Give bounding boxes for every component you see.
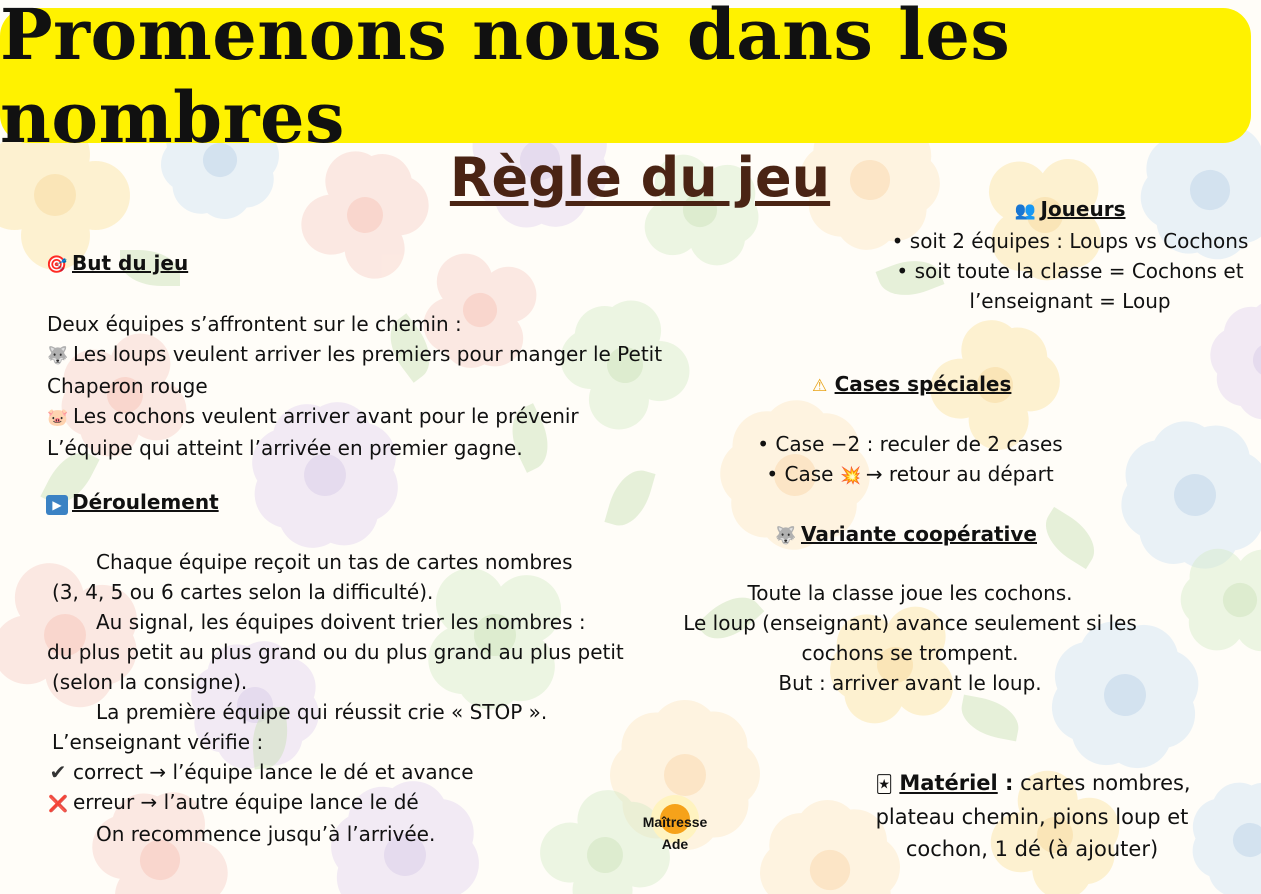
joueurs-line: l’enseignant = Loup bbox=[969, 289, 1171, 313]
section-cases bbox=[720, 369, 1100, 401]
joueurs-line: • soit toute la classe = Cochons et bbox=[896, 259, 1244, 283]
target-icon: 🎯 bbox=[46, 255, 68, 275]
but-text bbox=[47, 309, 662, 463]
title-banner bbox=[0, 0, 1251, 159]
materiel-line: plateau chemin, pions loup et bbox=[875, 805, 1189, 829]
wolf-icon: 🐺 bbox=[775, 526, 797, 546]
heading-variante: Variante coopérative bbox=[800, 522, 1037, 546]
but-line: L’équipe qui atteint l’arrivée en premier gagne. bbox=[47, 436, 523, 460]
section-variante bbox=[706, 519, 1106, 551]
but-line: Les loups veulent arriver les premiers pour manger le Petit bbox=[73, 342, 663, 366]
author-badge bbox=[630, 790, 720, 870]
variante-line: Le loup (enseignant) avance seulement si les bbox=[683, 611, 1137, 635]
cases-line-suffix: → retour au départ bbox=[865, 462, 1054, 486]
cases-line-prefix: • Case bbox=[766, 462, 834, 486]
cross-icon: ❌ bbox=[48, 794, 68, 813]
pig-icon: 🐷 bbox=[47, 408, 69, 428]
check-icon: ✔ bbox=[49, 760, 67, 784]
variante-text bbox=[660, 578, 1160, 698]
variante-line: Toute la classe joue les cochons. bbox=[747, 581, 1073, 605]
materiel-colon: : bbox=[997, 771, 1014, 795]
section-deroulement bbox=[46, 487, 219, 517]
deroulement-text bbox=[47, 547, 624, 849]
heading-joueurs: Joueurs bbox=[1040, 197, 1126, 221]
leaf-decoration bbox=[604, 464, 655, 532]
deroulement-line: du plus petit au plus grand ou du plus grand au plus petit bbox=[47, 640, 624, 664]
explosion-icon: 💥 bbox=[840, 466, 862, 486]
wolf-icon: 🐺 bbox=[47, 346, 69, 366]
variante-line: cochons se trompent. bbox=[801, 641, 1019, 665]
but-line: Les cochons veulent arriver avant pour le prévenir bbox=[73, 404, 579, 428]
page-title: Promenons nous dans les nombres bbox=[0, 0, 1011, 159]
section-but bbox=[46, 248, 188, 280]
people-icon: 👥 bbox=[1014, 201, 1037, 221]
deroulement-line: (3, 4, 5 ou 6 cartes selon la difficulté). bbox=[52, 580, 434, 604]
page-subtitle: Règle du jeu bbox=[449, 146, 831, 209]
badge-line1: Maîtresse bbox=[642, 814, 708, 830]
section-materiel bbox=[852, 767, 1212, 865]
section-joueurs bbox=[880, 194, 1260, 316]
but-line: Chaperon rouge bbox=[47, 374, 208, 398]
deroulement-line: L’enseignant vérifie : bbox=[52, 730, 264, 754]
cases-line: • Case −2 : reculer de 2 cases bbox=[757, 432, 1063, 456]
deroulement-line: erreur → l’autre équipe lance le dé bbox=[73, 790, 419, 814]
leaf-decoration bbox=[957, 695, 1023, 742]
deroulement-line: La première équipe qui réussit crie « STOP ». bbox=[96, 700, 548, 724]
heading-materiel: Matériel bbox=[899, 771, 998, 795]
deroulement-line: (selon la consigne). bbox=[52, 670, 248, 694]
joueurs-line: • soit 2 équipes : Loups vs Cochons bbox=[891, 229, 1249, 253]
cases-text bbox=[720, 429, 1100, 491]
play-icon: ▶ bbox=[46, 495, 68, 515]
heading-cases: Cases spéciales bbox=[834, 372, 1012, 396]
deroulement-line: Chaque équipe reçoit un tas de cartes nombres bbox=[96, 550, 573, 574]
materiel-line: cartes nombres, bbox=[1013, 771, 1191, 795]
variante-line: But : arriver avant le loup. bbox=[778, 671, 1042, 695]
jester-icon: 🃏 bbox=[875, 775, 894, 795]
heading-deroulement: Déroulement bbox=[72, 490, 219, 514]
deroulement-line: On recommence jusqu’à l’arrivée. bbox=[96, 822, 436, 846]
badge-line2: Ade bbox=[661, 836, 689, 852]
but-line: Deux équipes s’affrontent sur le chemin : bbox=[47, 312, 462, 336]
heading-but: But du jeu bbox=[72, 251, 189, 275]
materiel-line: cochon, 1 dé (à ajouter) bbox=[905, 837, 1159, 861]
warning-icon: ⚠ bbox=[811, 376, 828, 396]
deroulement-line: Au signal, les équipes doivent trier les nombres : bbox=[96, 610, 586, 634]
deroulement-line: correct → l’équipe lance le dé et avance bbox=[73, 760, 474, 784]
